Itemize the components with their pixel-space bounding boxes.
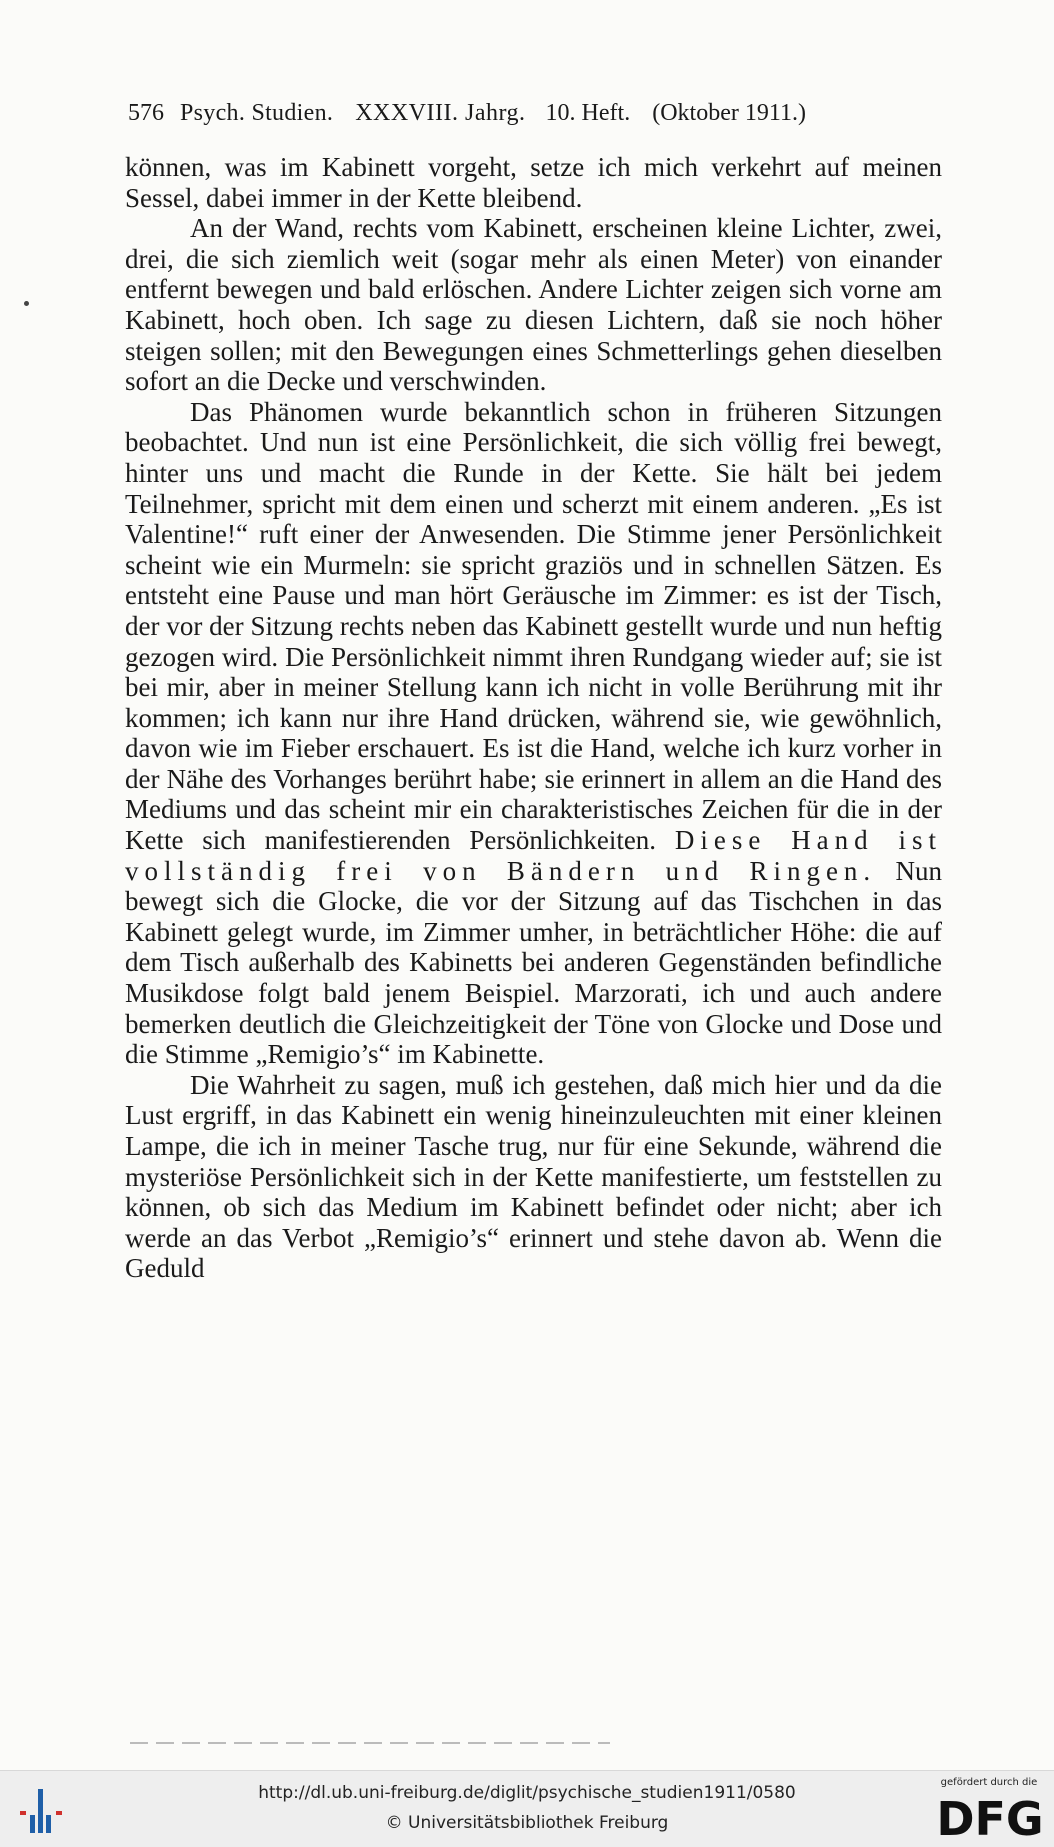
issue-date: (Oktober 1911.) xyxy=(652,100,806,126)
journal-title: Psych. Studien. xyxy=(180,100,334,126)
svg-text:DFG: DFG xyxy=(936,1792,1044,1841)
copyright-notice: © Universitätsbibliothek Freiburg xyxy=(385,1813,669,1833)
bleed-through-rule xyxy=(130,1742,610,1744)
spaced-emphasis: Diese Hand ist vollständig frei von Bändern und Ringen. xyxy=(125,825,943,886)
paragraph-2: An der Wand, rechts vom Kabinett, erscheinen kleine Lichter, zwei, drei, die sich ziemlich weit (sogar mehr als einen Meter) von einander entfernt bewegen und bald erlöschen. Andere Lichter zeigen sich vorne am Kabinett, hoch oben. Ich sage zu diesen Lichtern, daß sie noch höher steigen sollen; mit den Bewegungen eines Schmetterlings gehen dieselben sofort an die Decke und verschwinden. xyxy=(125,213,942,397)
margin-speck xyxy=(24,301,29,306)
paragraph-1: können, was im Kabinett vorgeht, setze ich mich verkehrt auf meinen Sessel, dabei immer in der Kette bleibend. xyxy=(125,152,942,213)
paragraph-3-part-b: Nun bewegt sich die Glocke, die vor der Sitzung auf das Tischchen in das Kabinett gelegt wurde, im Zimmer umher, in beträchtlicher Höhe: die auf dem Tisch außerhalb des Kabinetts bei anderen Gegenständen befindliche Musikdose folgt bald jenem Beispiel. Marzorati, ich und auch andere bemerken deutlich die Gleichzeitigkeit der Töne von Glocke und Dose und die Stimme „Remigio’s“ im Kabinette. xyxy=(125,855,942,1070)
paragraph-3 xyxy=(125,397,942,1070)
viewer-footer xyxy=(0,1770,1054,1847)
running-header xyxy=(128,100,943,136)
dfg-badge xyxy=(928,1777,1050,1843)
funded-by-label: gefördert durch die xyxy=(940,1777,1038,1788)
paragraph-3-part-a: Das Phänomen wurde bekanntlich schon in früheren Sitzungen beobachtet. Und nun ist eine Persönlichkeit, die sich völlig frei bewegt, hinter uns und macht die Runde in der Kette. Sie hält bei jedem Teilnehmer, spricht mit dem einen und scherzt mit einem anderen. „Es ist Valentine!“ ruft einer der Anwesenden. Die Stimme jener Persönlichkeit scheint wie ein Murmeln: sie spricht graziös und in schnellen Sätzen. Es entsteht eine Pause und man hört Geräusche im Zimmer: es ist der Tisch, der vor der Sitzung rechts neben das Kabinett gestellt wurde und nun heftig gezogen wird. Die Persönlichkeit nimmt ihren Rundgang wieder auf; sie ist bei mir, aber in meiner Stellung kann ich nicht in volle Berührung mit ihr kommen; ich kann nur ihre Hand drücken, während sie, wie gewöhnlich, davon wie im Fieber erschauert. Es ist die Hand, welche ich kurz vorher in der Nähe des Vorhanges berührt habe; sie erinnert in allem an die Hand des Mediums und das scheint mir ein charakteristisches Zeichen für die in der Kette sich manifestierenden Persönlichkeiten. xyxy=(125,396,942,856)
issue-label: 10. Heft. xyxy=(545,100,631,126)
volume-label: XXXVIII. Jahrg. xyxy=(355,100,526,126)
page-number: 576 xyxy=(128,100,164,126)
body-text xyxy=(125,152,942,1284)
paragraph-4: Die Wahrheit zu sagen, muß ich gestehen, daß mich hier und da die Lust ergriff, in das Kabinett ein wenig hineinzuleuchten mit einer kleinen Lampe, die ich in meiner Tasche trug, nur für eine Sekunde, während die mysteriöse Persönlichkeit sich in der Kette manifestierte, um feststellen zu können, ob sich das Medium im Kabinett befindet oder nicht; aber ich werde an das Verbot „Remigio’s“ erinnert und stehe davon ab. Wenn die Geduld xyxy=(125,1069,942,1284)
source-url[interactable]: http://dl.ub.uni-freiburg.de/diglit/psychische_studien1911/0580 xyxy=(258,1783,796,1803)
dfg-logo-icon xyxy=(932,1791,1048,1841)
